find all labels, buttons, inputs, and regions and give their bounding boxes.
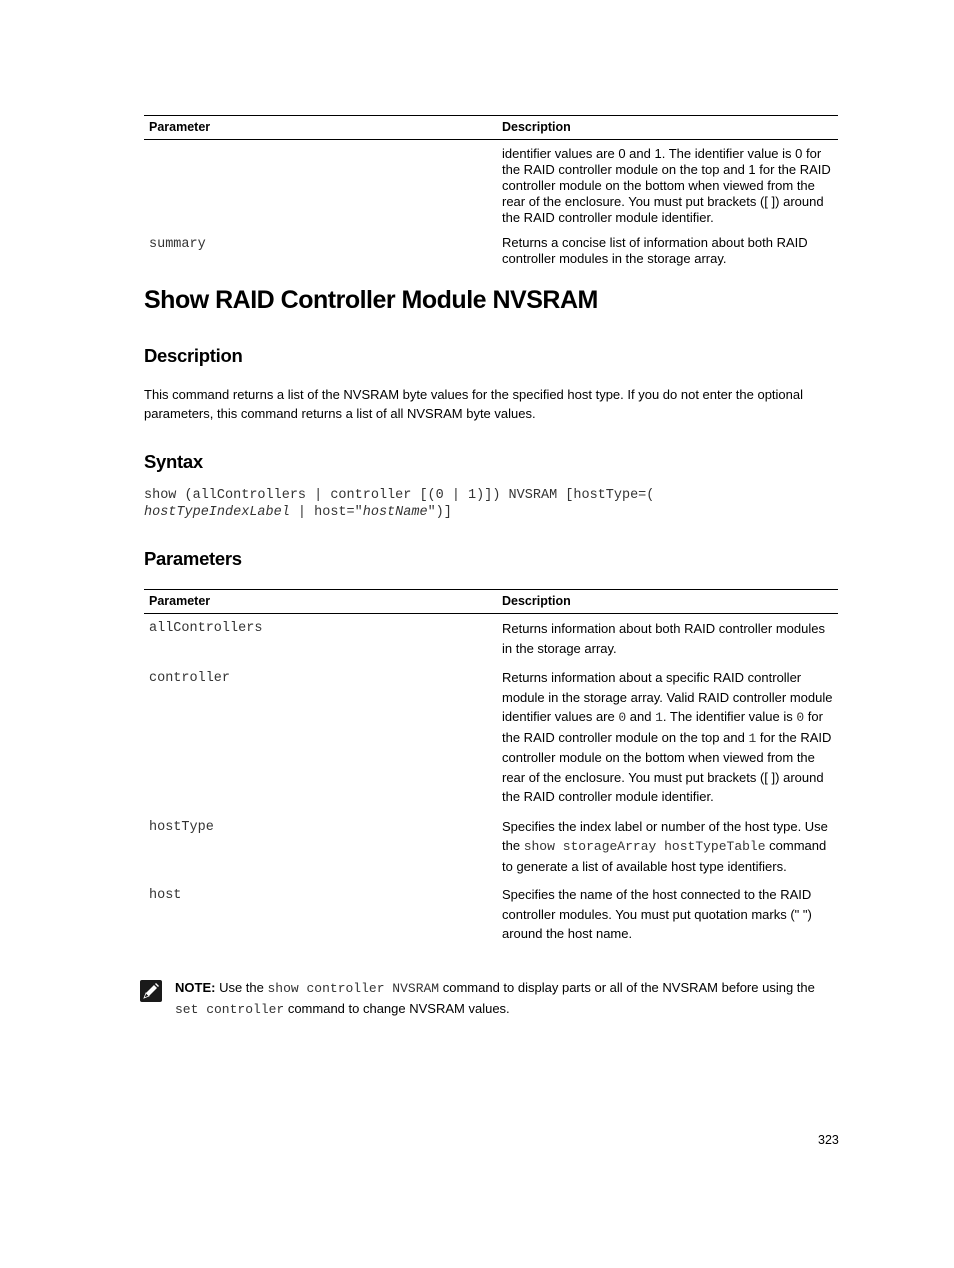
parameter-cell: summary <box>149 237 206 252</box>
parameter-cell: controller <box>149 671 231 686</box>
description-text: and <box>626 709 656 724</box>
table-row <box>144 227 838 268</box>
description-column-header: Description <box>487 116 838 140</box>
inline-code: 0 <box>618 710 627 725</box>
parameters-table <box>144 589 838 945</box>
inline-code: 1 <box>655 710 663 725</box>
description-text: for the RAID controller module on the bottom when viewed from the rear of the enclosure. You must put brackets ([ ]) around the RAID controller module identifier. <box>502 729 832 804</box>
table-row <box>144 816 838 885</box>
description-cell <box>487 667 838 816</box>
description-text: This command returns a list of the NVSRAM byte values for the specified host type. If you do not enter the optional parameters, this command returns a list of all NVSRAM byte values. <box>144 387 804 421</box>
note-text <box>175 978 840 1020</box>
description-column-header: Description <box>487 590 838 614</box>
note-body: command to display parts or all of the NVSRAM before using the <box>439 980 815 995</box>
continued-parameter-table <box>144 115 838 268</box>
parameter-cell <box>144 140 487 228</box>
syntax-code <box>144 487 654 521</box>
description-cell: identifier values are 0 and 1. The identifier value is 0 for the RAID controller module on the top and 1 for the RAID controller module on the bottom when viewed from the rear of the enclosure. You must put brackets ([ ]) around the RAID controller module identifier. <box>502 146 831 225</box>
table-row <box>144 140 838 228</box>
page-title: Show RAID Controller Module NVSRAM <box>144 286 598 314</box>
description-cell <box>487 816 838 885</box>
description-heading: Description <box>144 345 243 366</box>
parameters-heading: Parameters <box>144 548 242 569</box>
description-text: Specifies the index label or number of the host type. Use the <box>502 818 828 853</box>
table-header-row <box>144 116 838 140</box>
description-cell: Specifies the name of the host connected to the RAID controller modules. You must put quotation marks (" ") around the host name. <box>502 887 812 941</box>
description-text: . The identifier value is <box>662 709 797 724</box>
table-header-row <box>144 590 838 614</box>
description-cell: Returns a concise list of information about both RAID controller modules in the storage array. <box>502 235 808 266</box>
syntax-line-1: show (allControllers | controller [(0 | 1)]) NVSRAM [hostType=( <box>144 488 655 503</box>
description-text: for the RAID controller module on the top and <box>502 709 823 745</box>
table-row <box>144 614 838 668</box>
parameter-column-header: Parameter <box>144 116 487 140</box>
parameter-cell: host <box>149 888 182 903</box>
parameter-column-header: Parameter <box>144 590 487 614</box>
inline-code: 0 <box>796 710 805 725</box>
description-text: command to generate a list of available host type identifiers. <box>502 838 827 874</box>
inline-code: 1 <box>748 730 757 746</box>
inline-code: show controller NVSRAM <box>267 981 440 996</box>
note-label: NOTE: <box>175 980 216 995</box>
syntax-placeholder-host-type: hostTypeIndexLabel <box>144 505 290 520</box>
syntax-heading: Syntax <box>144 451 203 472</box>
syntax-text: | host=" <box>289 505 363 520</box>
description-text: Returns information about a specific RAID controller module in the storage array. Valid RAID controller module identifier values are <box>502 670 833 724</box>
note-body: command to change NVSRAM values. <box>284 1001 510 1016</box>
page-number: 323 <box>818 1133 839 1147</box>
syntax-placeholder-host-name: hostName <box>362 505 428 520</box>
parameter-cell: hostType <box>149 819 214 835</box>
note-pencil-icon <box>140 980 162 1002</box>
inline-code: set controller <box>175 1002 285 1017</box>
table-row <box>144 667 838 816</box>
table-row <box>144 884 838 945</box>
syntax-text: ")] <box>427 505 452 520</box>
parameter-cell: allControllers <box>149 621 263 636</box>
description-cell: Returns information about both RAID controller modules in the storage array. <box>502 621 825 656</box>
note-body: Use the <box>215 980 268 995</box>
inline-code: show storageArray hostTypeTable <box>523 839 766 854</box>
